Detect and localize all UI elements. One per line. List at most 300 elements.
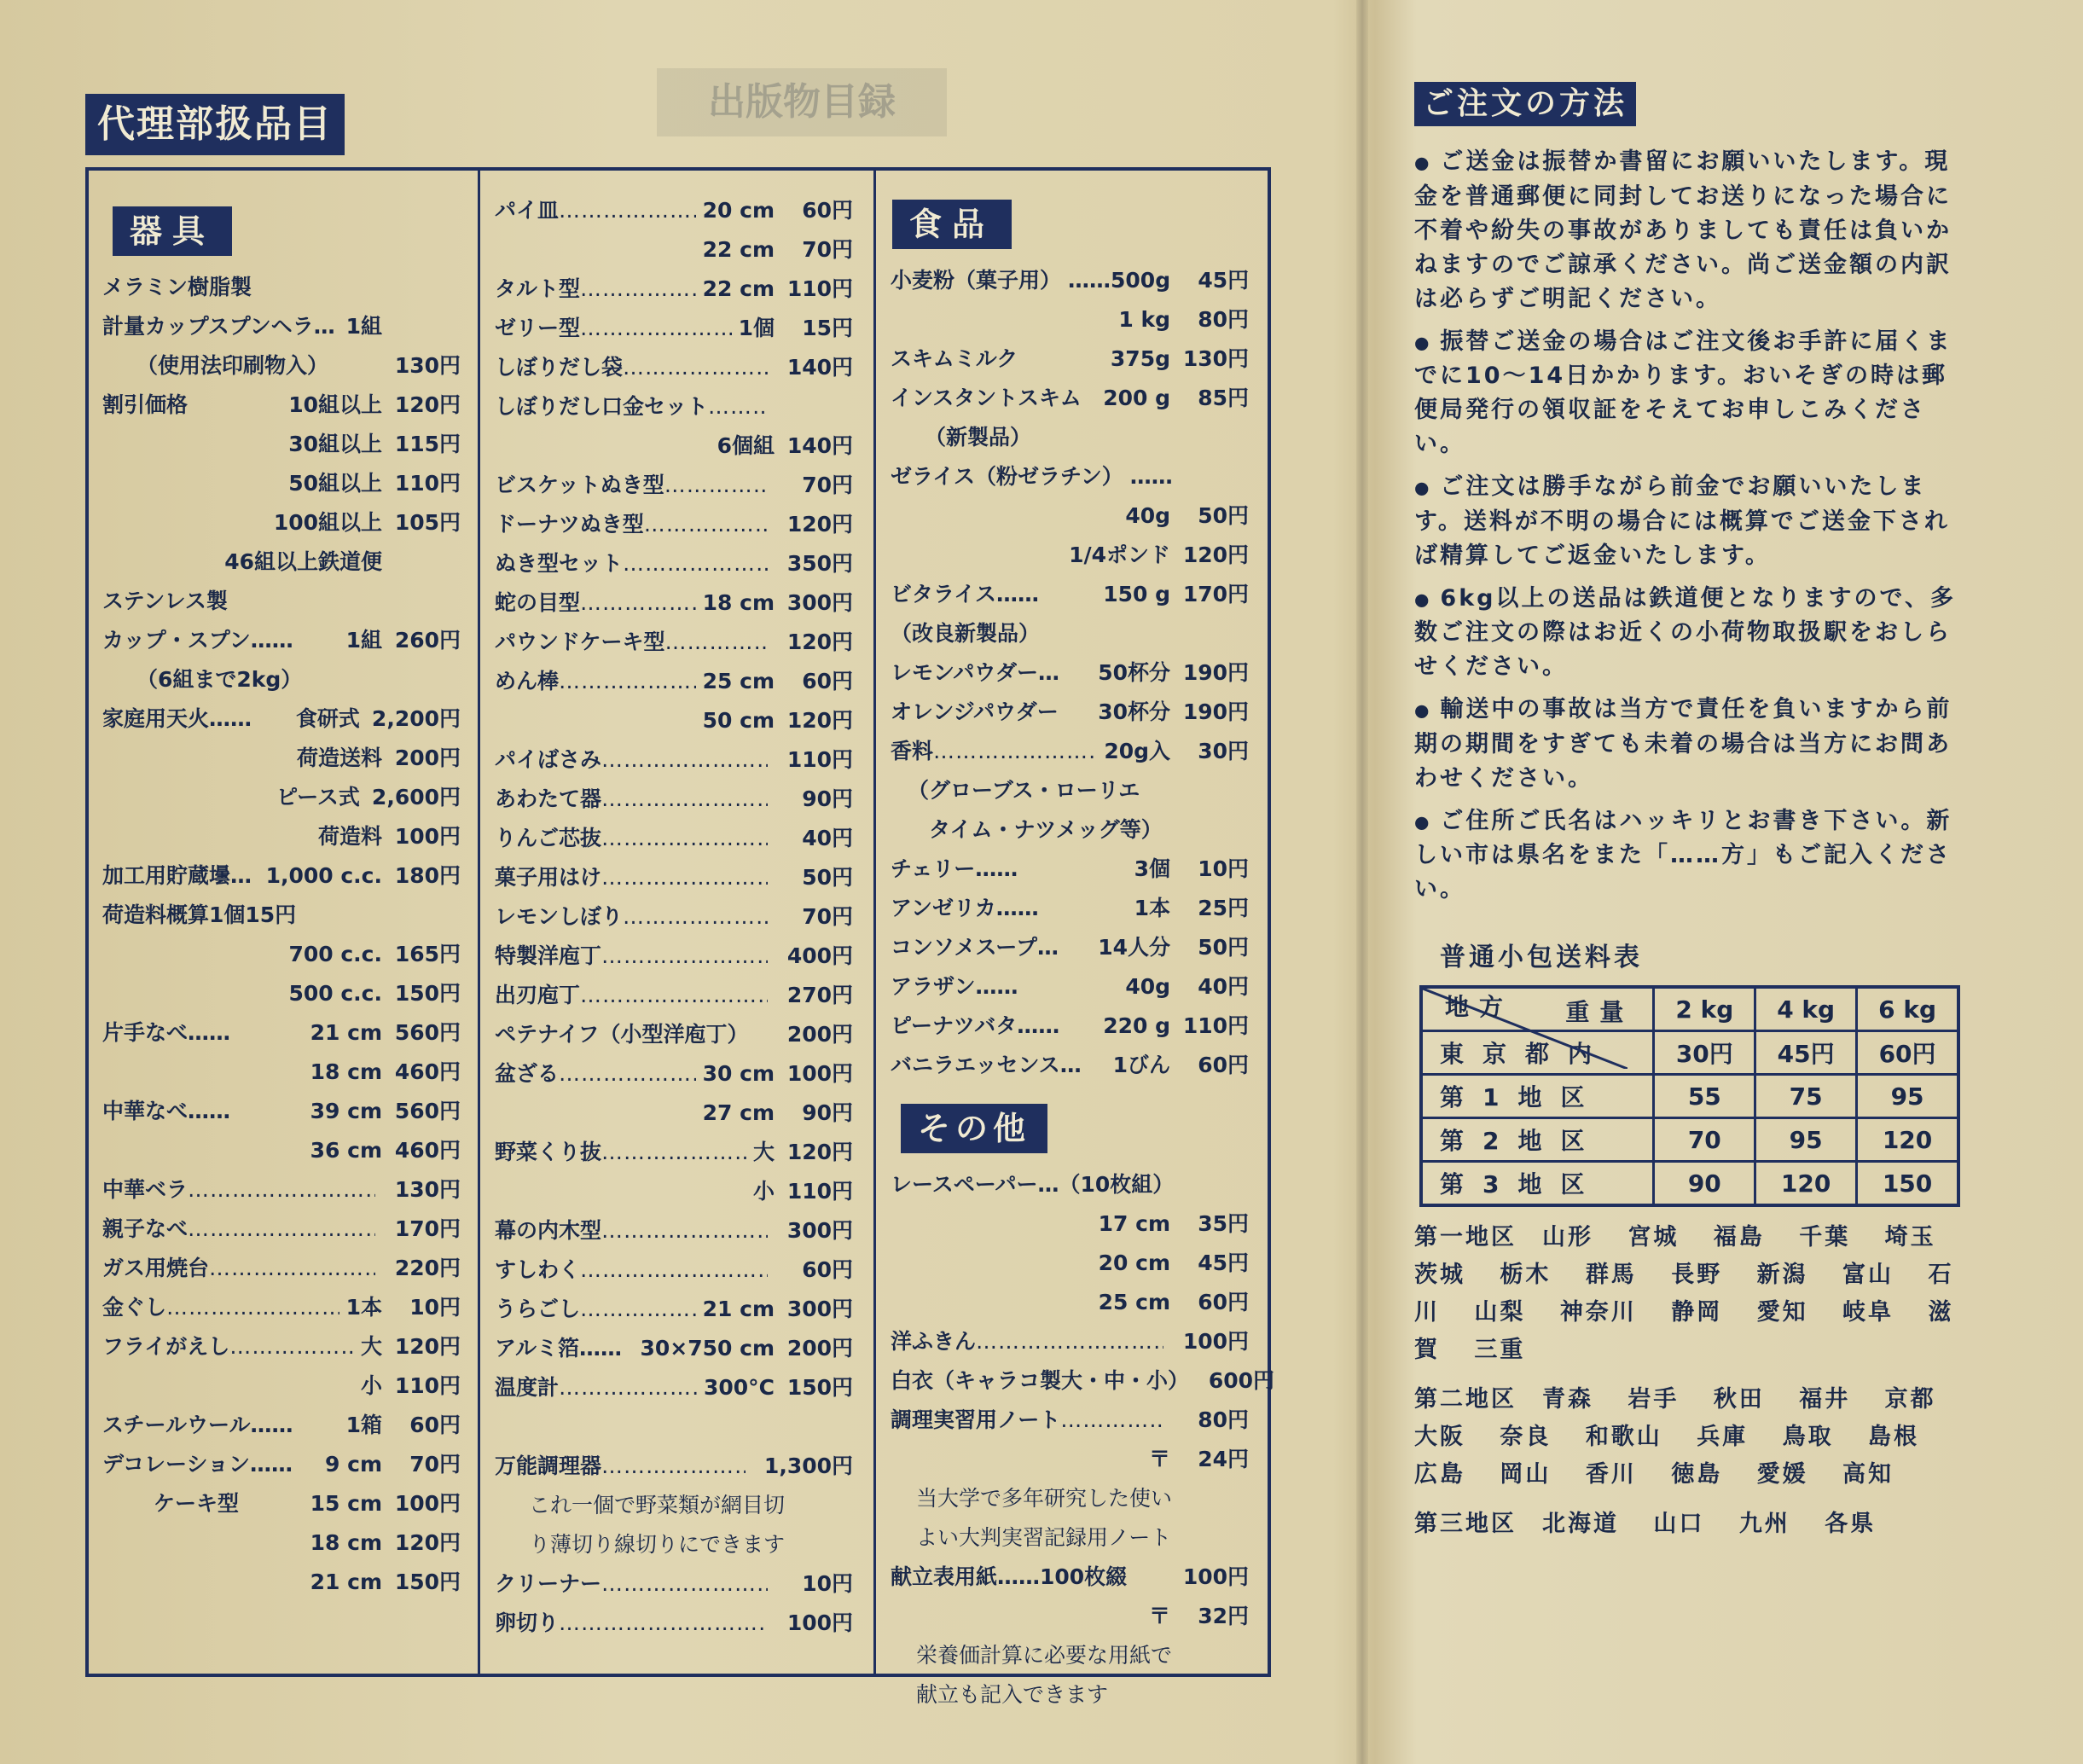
prefecture: 北海道 xyxy=(1542,1511,1619,1537)
item-name: 万能調理器 xyxy=(495,1454,602,1478)
item-price: 130円 xyxy=(394,353,461,378)
list-item xyxy=(102,699,461,739)
item-price: 130円 xyxy=(1182,346,1249,371)
area-definitions xyxy=(1414,1219,1960,1543)
item-spec: 22 cm xyxy=(702,276,775,301)
leader-dots xyxy=(601,858,768,897)
item-name: うらごし xyxy=(495,1297,581,1321)
item-name: り薄切り線切りにできます xyxy=(529,1532,786,1557)
prefecture: 兵庫 xyxy=(1697,1424,1749,1450)
item-spec: 荷造送料 xyxy=(296,746,382,770)
list-item xyxy=(102,621,461,660)
list-item xyxy=(891,339,1249,379)
rates-title: 普通小包送料表 xyxy=(1440,943,1643,972)
bullet-icon: ● xyxy=(1414,332,1441,352)
item-price: 100円 xyxy=(394,1491,461,1516)
list-item xyxy=(495,270,853,309)
item-spec: 30 cm xyxy=(702,1061,775,1086)
list-item xyxy=(495,1094,853,1133)
list-item xyxy=(891,1675,1249,1715)
item-price: 45円 xyxy=(1198,1250,1249,1275)
list-item xyxy=(102,778,461,817)
item-price: 60円 xyxy=(802,198,853,223)
prefecture: 香川 xyxy=(1585,1461,1637,1488)
list-item xyxy=(102,1013,461,1053)
item-name: 家庭用天火…… xyxy=(102,706,252,731)
item-name: ゼリー型 xyxy=(495,316,581,340)
item-name: 中華ベラ xyxy=(102,1177,189,1202)
rate-cell: 45円 xyxy=(1755,1031,1857,1075)
prefecture: 京都 xyxy=(1884,1386,1936,1413)
list-item xyxy=(102,1484,461,1523)
item-price: 60円 xyxy=(802,1257,853,1282)
shokuhin-heading: 食品 xyxy=(892,200,1012,249)
item-price: 2,200円 xyxy=(371,706,461,731)
item-spec: 30組以上 xyxy=(288,432,382,456)
item-spec: 18 cm xyxy=(310,1059,382,1084)
item-name: クリーナー xyxy=(495,1571,602,1596)
leader-dots xyxy=(708,387,768,426)
item-spec: 21 cm xyxy=(310,1020,382,1045)
prefecture: 福井 xyxy=(1799,1386,1851,1413)
prefecture: 群馬 xyxy=(1585,1262,1637,1288)
list-item xyxy=(102,1092,461,1131)
bullet-icon: ● xyxy=(1414,811,1441,832)
item-name: 幕の内木型 xyxy=(495,1218,602,1243)
item-price: 24円 xyxy=(1198,1447,1249,1471)
item-spec: 1,000 c.c. xyxy=(265,863,382,888)
list-item xyxy=(495,230,853,270)
list-item xyxy=(891,1322,1249,1361)
item-price: 80円 xyxy=(1198,1407,1249,1432)
page-fold xyxy=(1356,0,1368,1764)
leader-dots xyxy=(188,1170,375,1210)
list-item xyxy=(102,386,461,425)
page-title: 代理部扱品目 xyxy=(85,94,345,155)
leader-dots xyxy=(601,1564,768,1604)
item-price: 90円 xyxy=(802,786,853,811)
item-spec: 3個 xyxy=(1134,856,1170,881)
item-price: 120円 xyxy=(394,1334,461,1359)
item-price: 100円 xyxy=(786,1061,853,1086)
item-name: パイばさみ xyxy=(495,747,602,772)
item-name: 洋ふきん xyxy=(891,1329,977,1354)
item-price: 60円 xyxy=(802,669,853,693)
item-name: 計量カップスプンヘラ… xyxy=(102,314,335,339)
list-item xyxy=(495,1172,853,1211)
item-name: オレンジパウダー xyxy=(891,699,1059,724)
item-name: ゼライス（粉ゼラチン） xyxy=(891,464,1123,489)
bullet-icon: ● xyxy=(1414,477,1441,498)
list-item xyxy=(495,937,853,976)
item-price: 110円 xyxy=(786,276,853,301)
item-price: 400円 xyxy=(786,943,853,968)
list-item xyxy=(102,935,461,974)
list-item xyxy=(495,897,853,937)
list-item xyxy=(891,1479,1249,1518)
food-list xyxy=(891,261,1249,1085)
item-spec: 150 g xyxy=(1103,582,1170,606)
prefecture: 島根 xyxy=(1868,1424,1920,1450)
item-spec: 500 c.c. xyxy=(288,981,382,1006)
prefecture: 徳島 xyxy=(1671,1461,1723,1488)
item-price: 220円 xyxy=(394,1256,461,1280)
food-column xyxy=(891,200,1275,1715)
leader-dots xyxy=(601,1133,746,1172)
item-spec: 17 cm xyxy=(1098,1211,1170,1236)
area-block xyxy=(1414,1506,1960,1543)
list-item xyxy=(102,739,461,778)
item-spec: 15 cm xyxy=(310,1491,382,1516)
prefecture: 奈良 xyxy=(1500,1424,1552,1450)
item-name: レースペーパー…（10枚組） xyxy=(891,1172,1175,1197)
item-price: 35円 xyxy=(1198,1211,1249,1236)
item-price: 60円 xyxy=(1198,1290,1249,1314)
prefecture: 愛媛 xyxy=(1756,1461,1808,1488)
order-paragraph xyxy=(1414,804,1960,908)
order-paragraph xyxy=(1414,325,1960,462)
list-item xyxy=(891,732,1249,771)
leader-dots xyxy=(665,623,768,662)
rates-row xyxy=(1421,1118,1958,1162)
list-item xyxy=(495,976,853,1015)
column-divider xyxy=(478,167,480,1674)
leader-dots xyxy=(644,505,768,544)
prefecture: 富山 xyxy=(1842,1262,1894,1288)
list-item xyxy=(891,653,1249,693)
item-spec: 20g入 xyxy=(1104,739,1170,763)
item-spec: 〒 xyxy=(1148,1604,1170,1628)
item-price: 260円 xyxy=(394,628,461,653)
list-item xyxy=(891,1007,1249,1046)
prefecture: 愛知 xyxy=(1756,1299,1808,1326)
list-item xyxy=(102,346,461,386)
prefecture: 山形 xyxy=(1542,1224,1593,1250)
item-spec: 1 kg xyxy=(1118,307,1170,332)
rate-cell: 90 xyxy=(1654,1162,1755,1206)
kigu-heading: 器具 xyxy=(113,206,232,256)
list-item xyxy=(102,817,461,856)
prefecture: 静岡 xyxy=(1671,1299,1723,1326)
item-name: 野菜くり抜 xyxy=(495,1140,602,1164)
item-price: 165円 xyxy=(394,942,461,966)
item-name: （改良新製品） xyxy=(891,621,1041,646)
leader-dots xyxy=(623,348,768,387)
rate-cell: 30円 xyxy=(1654,1031,1755,1075)
item-spec: 40g xyxy=(1125,503,1170,528)
item-spec: 大 xyxy=(752,1140,775,1164)
list-item xyxy=(495,1368,853,1407)
item-name: 卵切り xyxy=(495,1610,560,1635)
list-item xyxy=(495,780,853,819)
item-name: 小麦粉（菓子用） xyxy=(891,268,1062,293)
list-item xyxy=(891,1597,1249,1636)
item-price: 50円 xyxy=(1198,503,1249,528)
list-item xyxy=(891,379,1249,418)
item-name: あわたて器 xyxy=(495,786,602,811)
item-spec: 1本 xyxy=(1134,896,1170,920)
item-price: 150円 xyxy=(394,981,461,1006)
item-price: 85円 xyxy=(1198,386,1249,410)
list-item xyxy=(102,1053,461,1092)
item-price: 120円 xyxy=(394,1530,461,1555)
item-price: 200円 xyxy=(786,1022,853,1047)
leader-dots xyxy=(601,937,768,976)
item-name: 献立も記入できます xyxy=(916,1682,1109,1707)
item-spec: 9 cm xyxy=(325,1452,382,1477)
list-item xyxy=(102,1563,461,1602)
item-name: ガス用焼台 xyxy=(102,1256,210,1280)
item-price: 190円 xyxy=(1182,660,1249,685)
item-price: 200円 xyxy=(394,746,461,770)
item-price: 120円 xyxy=(394,392,461,417)
item-name: フライがえし xyxy=(102,1334,230,1359)
list-item xyxy=(891,1440,1249,1479)
rate-cell: 75 xyxy=(1755,1075,1857,1118)
bullet-icon: ● xyxy=(1414,152,1441,173)
item-spec: 小 xyxy=(752,1179,775,1204)
tools-list xyxy=(495,191,853,1643)
list-item xyxy=(102,1367,461,1406)
area-block xyxy=(1414,1219,1960,1369)
prefecture: 宮城 xyxy=(1628,1224,1680,1250)
list-item xyxy=(102,582,461,621)
item-spec: 〒 xyxy=(1148,1447,1170,1471)
list-item xyxy=(102,1288,461,1327)
item-price: 70円 xyxy=(802,473,853,497)
item-price: 10円 xyxy=(409,1295,461,1320)
sonota-heading: その他 xyxy=(901,1104,1047,1153)
kigu-column xyxy=(102,206,461,1602)
prefecture: 広島 xyxy=(1414,1461,1465,1488)
list-item xyxy=(495,1486,853,1525)
item-price: 180円 xyxy=(394,863,461,888)
leader-dots xyxy=(580,976,768,1015)
item-name: りんご芯抜 xyxy=(495,826,602,850)
item-name: しぼりだし口金セット xyxy=(495,394,709,419)
item-spec: 50 cm xyxy=(702,708,775,733)
ghost-title: 出版物目録 xyxy=(657,68,947,136)
item-price: 45円 xyxy=(1198,268,1250,293)
item-spec: …… xyxy=(1129,464,1173,489)
item-spec: 1箱 xyxy=(345,1413,382,1437)
list-item xyxy=(891,1636,1249,1675)
leader-dots xyxy=(976,1322,1163,1361)
item-price: 60円 xyxy=(409,1413,461,1437)
leader-dots xyxy=(229,1327,354,1367)
item-name: 中華なべ…… xyxy=(102,1099,231,1123)
rate-cell: 95 xyxy=(1755,1118,1857,1162)
item-spec: 1個 xyxy=(738,316,775,340)
item-spec: ……500g xyxy=(1068,268,1171,293)
item-name: アルミ箔…… xyxy=(495,1336,623,1361)
leader-dots xyxy=(559,191,696,230)
item-spec: 25 cm xyxy=(1098,1290,1170,1314)
list-item xyxy=(891,771,1249,810)
prefecture: 青森 xyxy=(1542,1386,1593,1413)
item-name: 香料 xyxy=(891,739,934,763)
item-name: タルト型 xyxy=(495,276,581,301)
item-name: パイ皿 xyxy=(495,198,560,223)
item-name: 献立表用紙……100枚綴 xyxy=(891,1564,1128,1589)
list-item xyxy=(495,348,853,387)
item-price: 50円 xyxy=(1198,935,1249,960)
item-spec: 700 c.c. xyxy=(288,942,382,966)
item-spec: 46組以上鉄道便 xyxy=(224,549,382,574)
item-name: 出刃庖丁 xyxy=(495,983,581,1007)
item-name: ケーキ型 xyxy=(154,1491,240,1516)
paragraph-text: ご住所ご氏名はハッキリとお書き下さい。新しい市は県名をまた「……方」もご記入ください。 xyxy=(1414,807,1952,902)
list-item xyxy=(102,1406,461,1445)
prefecture: 岡山 xyxy=(1500,1461,1552,1488)
weight-column-header: 2 kg xyxy=(1654,987,1755,1031)
list-item xyxy=(891,693,1249,732)
region-cell: 第1地区 xyxy=(1421,1075,1654,1118)
item-price: 460円 xyxy=(394,1059,461,1084)
prefecture: 大阪 xyxy=(1414,1424,1465,1450)
item-name: ビスケットぬき型 xyxy=(495,473,664,497)
rates-header-cell xyxy=(1421,987,1654,1031)
item-price: 200円 xyxy=(786,1336,853,1361)
item-spec: 200 g xyxy=(1103,386,1170,410)
item-price: 110円 xyxy=(786,747,853,772)
list-item xyxy=(495,701,853,740)
leader-dots xyxy=(580,583,696,623)
item-name: 菓子用はけ xyxy=(495,865,602,890)
prefecture: 千葉 xyxy=(1799,1224,1851,1250)
list-item xyxy=(891,1361,1275,1401)
item-name: 栄養価計算に必要な用紙で xyxy=(916,1643,1173,1668)
bullet-icon: ● xyxy=(1414,699,1441,721)
item-spec: 300°C xyxy=(703,1375,775,1400)
list-item xyxy=(102,660,461,699)
item-spec: 40g xyxy=(1125,974,1170,999)
item-name: 荷造料概算1個15円 xyxy=(102,902,297,927)
list-item xyxy=(102,268,461,307)
item-spec: 大 xyxy=(360,1334,382,1359)
prefecture: 三重 xyxy=(1474,1337,1526,1363)
prefecture: 茨城 xyxy=(1414,1262,1465,1288)
item-name: ドーナツぬき型 xyxy=(495,512,644,537)
rates-row xyxy=(1421,1162,1958,1206)
item-spec: 25 cm xyxy=(702,669,775,693)
item-price: 60円 xyxy=(1198,1053,1249,1077)
list-item xyxy=(891,1244,1249,1283)
paragraph-text: ご注文は勝手ながら前金でお願いいたします。送料が不明の場合には概算でご送金下されば精算してご返金いたします。 xyxy=(1414,473,1950,569)
area-name: 第三地区 xyxy=(1414,1511,1517,1537)
list-item xyxy=(495,309,853,348)
prefecture: 岐阜 xyxy=(1842,1299,1894,1326)
item-price: 1,300円 xyxy=(763,1454,853,1478)
paragraph-text: 輸送中の事故は当方で責任を負いますから前期の期間をすぎても未着の場合は当方にお問あわせください。 xyxy=(1414,696,1952,792)
item-price: 105円 xyxy=(394,510,461,535)
list-item xyxy=(495,1211,853,1250)
item-price: 110円 xyxy=(786,1179,853,1204)
item-spec: 10組以上 xyxy=(288,392,382,417)
item-name: レモンしぼり xyxy=(495,904,624,929)
weight-column-header: 4 kg xyxy=(1755,987,1857,1031)
bullet-icon: ● xyxy=(1414,589,1441,609)
item-name: （使用法印刷物入） xyxy=(136,353,329,378)
leader-dots xyxy=(559,1054,696,1094)
leader-dots xyxy=(580,270,696,309)
item-name: （グローブス・ローリエ xyxy=(908,778,1140,803)
item-name: ピーナツバタ…… xyxy=(891,1013,1060,1038)
item-price: 300円 xyxy=(786,1218,853,1243)
list-item xyxy=(891,575,1249,614)
list-item xyxy=(102,1249,461,1288)
item-spec: 14人分 xyxy=(1098,935,1170,960)
list-item xyxy=(495,583,853,623)
list-item xyxy=(891,1518,1249,1558)
item-name: 白衣（キャラコ製大・中・小） xyxy=(891,1368,1190,1393)
list-item xyxy=(891,928,1249,967)
prefecture: 栃木 xyxy=(1500,1262,1552,1288)
list-item xyxy=(495,740,853,780)
item-price: 70円 xyxy=(802,904,853,929)
list-item xyxy=(891,536,1249,575)
item-name: 割引価格 xyxy=(102,392,189,417)
item-price: 110円 xyxy=(394,471,461,496)
list-item xyxy=(102,1327,461,1367)
list-item xyxy=(891,457,1249,496)
list-item xyxy=(495,1604,853,1643)
list-item xyxy=(495,505,853,544)
list-item xyxy=(891,418,1249,457)
list-item xyxy=(102,1170,461,1210)
item-price: 110円 xyxy=(1182,1013,1249,1038)
list-item xyxy=(102,974,461,1013)
item-price: 300円 xyxy=(786,590,853,615)
list-item xyxy=(495,544,853,583)
item-price: 560円 xyxy=(394,1099,461,1123)
list-item xyxy=(495,1054,853,1094)
item-price: 10円 xyxy=(802,1571,853,1596)
list-item xyxy=(891,1283,1249,1322)
item-price: 120円 xyxy=(786,512,853,537)
area-name: 第二地区 xyxy=(1414,1386,1517,1413)
rate-cell: 70 xyxy=(1654,1118,1755,1162)
leader-dots xyxy=(623,897,768,937)
rate-cell: 60円 xyxy=(1857,1031,1958,1075)
list-item xyxy=(891,1204,1249,1244)
rate-cell: 95 xyxy=(1857,1075,1958,1118)
paragraph-text: 振替ご送金の場合はご注文後お手許に届くまでに10〜14日かかります。おいそぎの時は郵便局発行の領収証をそえてお申しこみください。 xyxy=(1414,328,1952,457)
list-item xyxy=(102,307,461,346)
item-spec: 6個組 xyxy=(717,433,775,458)
prefecture: 新潟 xyxy=(1756,1262,1808,1288)
leader-dots xyxy=(580,309,732,348)
list-item xyxy=(495,1447,853,1486)
item-name: 親子なべ xyxy=(102,1216,189,1241)
list-item xyxy=(102,503,461,543)
order-paragraph xyxy=(1414,145,1960,316)
list-item xyxy=(102,1210,461,1249)
item-price: 30円 xyxy=(1198,739,1249,763)
item-spec: 27 cm xyxy=(702,1100,775,1125)
item-price: 100円 xyxy=(786,1610,853,1635)
item-name: （新製品） xyxy=(925,425,1032,450)
list-item xyxy=(495,819,853,858)
item-spec: 50杯分 xyxy=(1098,660,1170,685)
item-price: 40円 xyxy=(1198,974,1249,999)
rate-cell: 150 xyxy=(1857,1162,1958,1206)
item-spec: 1組 xyxy=(345,314,382,339)
list-item xyxy=(495,191,853,230)
list-item xyxy=(495,858,853,897)
region-cell: 第2地区 xyxy=(1421,1118,1654,1162)
item-name: インスタントスキム xyxy=(891,386,1082,410)
